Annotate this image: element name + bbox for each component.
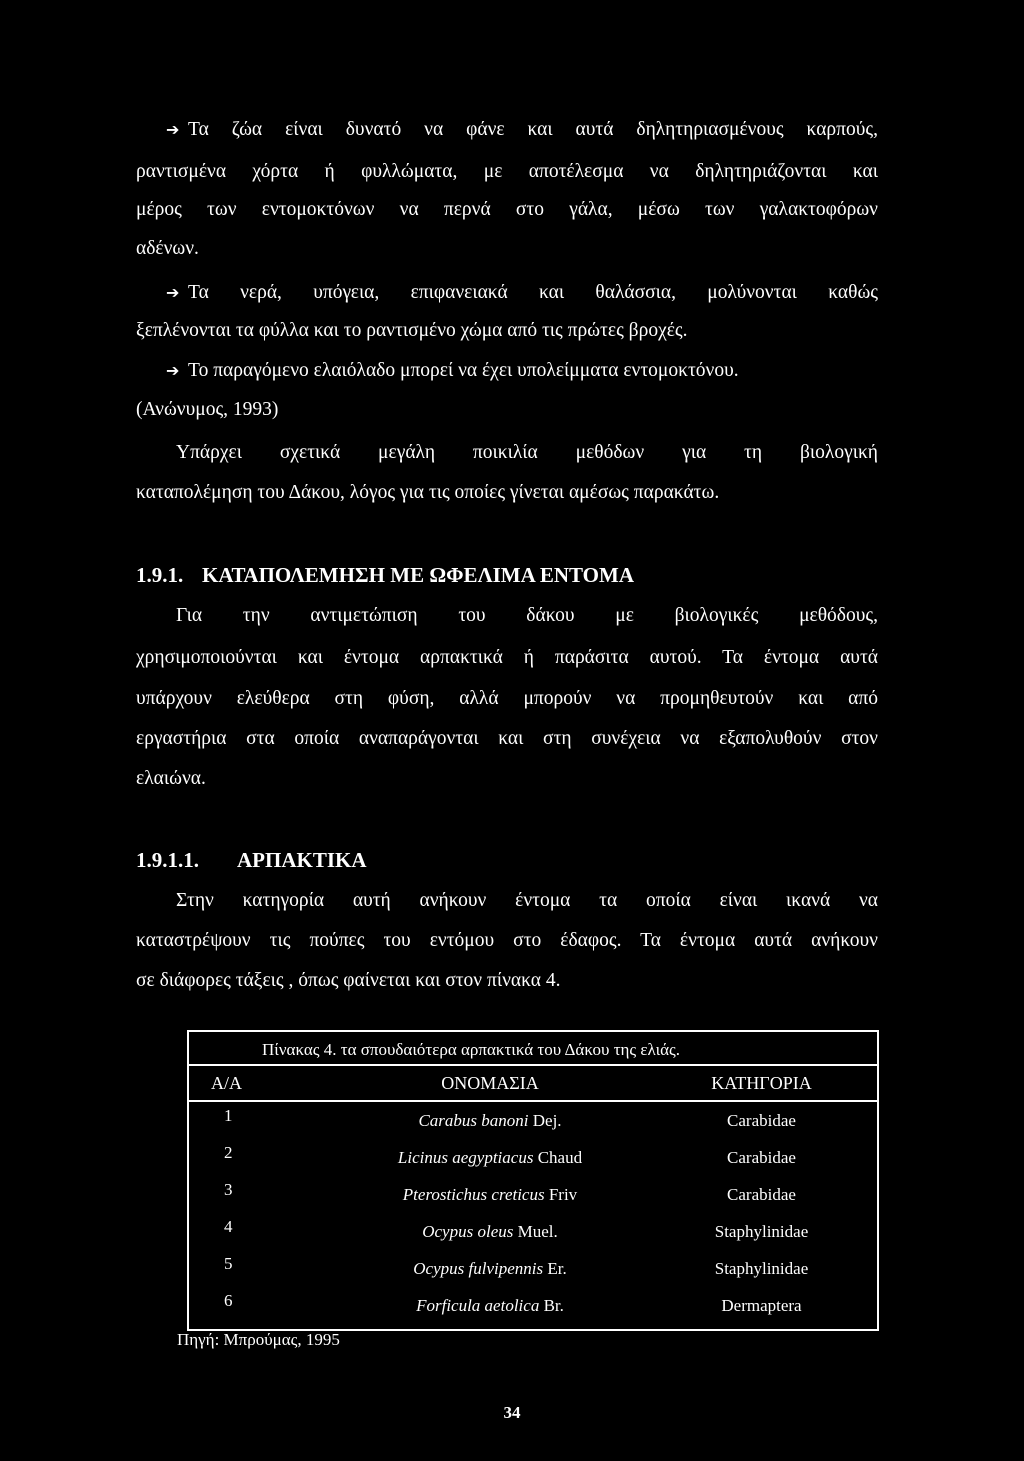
species-author: Er.: [547, 1259, 567, 1278]
header-category: ΚΑΤΗΓΟΡΙΑ: [711, 1073, 812, 1093]
row-aa: 2: [224, 1143, 233, 1162]
section-2-line-1: Στην κατηγορία αυτή ανήκουν έντομα τα οποία είναι ικανά να: [176, 890, 878, 911]
species-name: Forficula aetolica: [416, 1296, 540, 1315]
arrowhead-bullet-icon: ➔: [166, 363, 180, 380]
row-aa: 6: [224, 1291, 233, 1310]
section-title: ΑΡΠΑΚΤΙΚΑ: [237, 848, 367, 872]
bullet-2-line-1: ➔ Τα νερά, υπόγεια, επιφανειακά και θαλάσσια, μολύνονται καθώς: [166, 282, 878, 303]
species-name: Licinus aegyptiacus: [397, 1148, 534, 1167]
table-row: [189, 1250, 877, 1286]
species-author: Friv: [548, 1185, 578, 1204]
species-name: Ocypus fulvipennis: [413, 1259, 544, 1278]
section-title: ΚΑΤΑΠΟΛΕΜΗΣΗ ΜΕ ΩΦΕΛΙΜΑ ΕΝΤΟΜΑ: [202, 563, 634, 587]
bullet-3-line-1: ➔ Το παραγόμενο ελαιόλαδο μπορεί να έχει υπολείμματα εντομοκτόνου.: [166, 360, 739, 381]
row-category: Carabidae: [727, 1185, 796, 1204]
row-name: [375, 1296, 605, 1316]
table-row: [189, 1102, 877, 1138]
row-aa: 3: [224, 1180, 233, 1199]
row-aa: 1: [224, 1106, 233, 1125]
paragraph-line-1: Υπάρχει σχετικά μεγάλη ποικιλία μεθόδων για τη βιολογική: [176, 442, 878, 463]
section-1-line-3: υπάρχουν ελεύθερα στη φύση, αλλά μπορούν να προμηθευτούν και από: [136, 688, 878, 709]
paragraph-line-2: καταπολέμηση του Δάκου, λόγος για τις οποίες γίνεται αμέσως παρακάτω.: [136, 482, 720, 503]
header-name: ΟΝΟΜΑΣΙΑ: [441, 1073, 539, 1093]
header-aa: Α/Α: [211, 1073, 242, 1093]
table-row: [189, 1176, 877, 1212]
species-name: Pterostichus creticus: [402, 1185, 545, 1204]
table-row: [189, 1287, 877, 1323]
citation: (Ανώνυμος, 1993): [136, 399, 279, 420]
section-number: 1.9.1.: [136, 563, 184, 587]
row-name: [375, 1259, 605, 1279]
species-author: Dej.: [532, 1111, 562, 1130]
species-table: [187, 1030, 879, 1331]
species-author: Muel.: [517, 1222, 558, 1241]
species-name: Carabus banoni: [418, 1111, 529, 1130]
bullet-1-line-4: αδένων.: [136, 238, 199, 259]
table-source: Πηγή: Μπρούμας, 1995: [177, 1330, 340, 1349]
row-category: Carabidae: [727, 1148, 796, 1167]
row-name: [375, 1185, 605, 1205]
bullet-1-line-3: μέρος των εντομοκτόνων να περνά στο γάλα, μέσω των γαλακτοφόρων: [136, 199, 878, 220]
species-author: Chaud: [537, 1148, 583, 1167]
table-caption: [189, 1032, 877, 1066]
row-category: Staphylinidae: [714, 1259, 809, 1278]
bullet-2-line-2: ξεπλένονται τα φύλλα και το ραντισμένο χώμα από τις πρώτες βροχές.: [136, 320, 688, 341]
row-category: Dermaptera: [721, 1296, 802, 1315]
section-1-line-5: ελαιώνα.: [136, 768, 206, 789]
section-heading-1-9-1: [136, 563, 634, 588]
section-2-line-3: σε διάφορες τάξεις , όπως φαίνεται και στον πίνακα 4.: [136, 970, 561, 991]
section-2-line-2: καταστρέψουν τις πούπες του εντόμου στο έδαφος. Τα έντομα αυτά ανήκουν: [136, 930, 878, 951]
page-number: 34: [503, 1403, 521, 1422]
table-header-row: [189, 1064, 877, 1102]
section-number: 1.9.1.1.: [136, 848, 199, 872]
section-1-line-2: χρησιμοποιούνται και έντομα αρπακτικά ή παράσιτα αυτού. Τα έντομα αυτά: [136, 647, 878, 668]
table-row: [189, 1213, 877, 1249]
row-aa: 4: [224, 1217, 233, 1236]
row-category: Carabidae: [727, 1111, 796, 1130]
section-1-line-1: Για την αντιμετώπιση του δάκου με βιολογικές μεθόδους,: [176, 605, 878, 626]
bullet-1-line-2: ραντισμένα χόρτα ή φυλλώματα, με αποτέλεσμα να δηλητηριάζονται και: [136, 161, 878, 182]
species-name: Ocypus oleus: [422, 1222, 514, 1241]
arrowhead-bullet-icon: ➔: [166, 122, 180, 139]
row-aa: 5: [224, 1254, 233, 1273]
table-caption-text: Πίνακας 4. τα σπουδαιότερα αρπακτικά του Δάκου της ελιάς.: [262, 1040, 681, 1059]
species-author: Br.: [543, 1296, 564, 1315]
row-name: [375, 1148, 605, 1168]
section-heading-1-9-1-1: [136, 848, 367, 873]
row-name: [375, 1111, 605, 1131]
table-row: [189, 1139, 877, 1175]
row-category: Staphylinidae: [714, 1222, 809, 1241]
row-name: [375, 1222, 605, 1242]
section-1-line-4: εργαστήρια στα οποία αναπαράγονται και στη συνέχεια να εξαπολυθούν στον: [136, 728, 878, 749]
bullet-1-line-1: ➔ Τα ζώα είναι δυνατό να φάνε και αυτά δηλητηριασμένους καρπούς,: [166, 119, 878, 140]
arrowhead-bullet-icon: ➔: [166, 285, 180, 302]
